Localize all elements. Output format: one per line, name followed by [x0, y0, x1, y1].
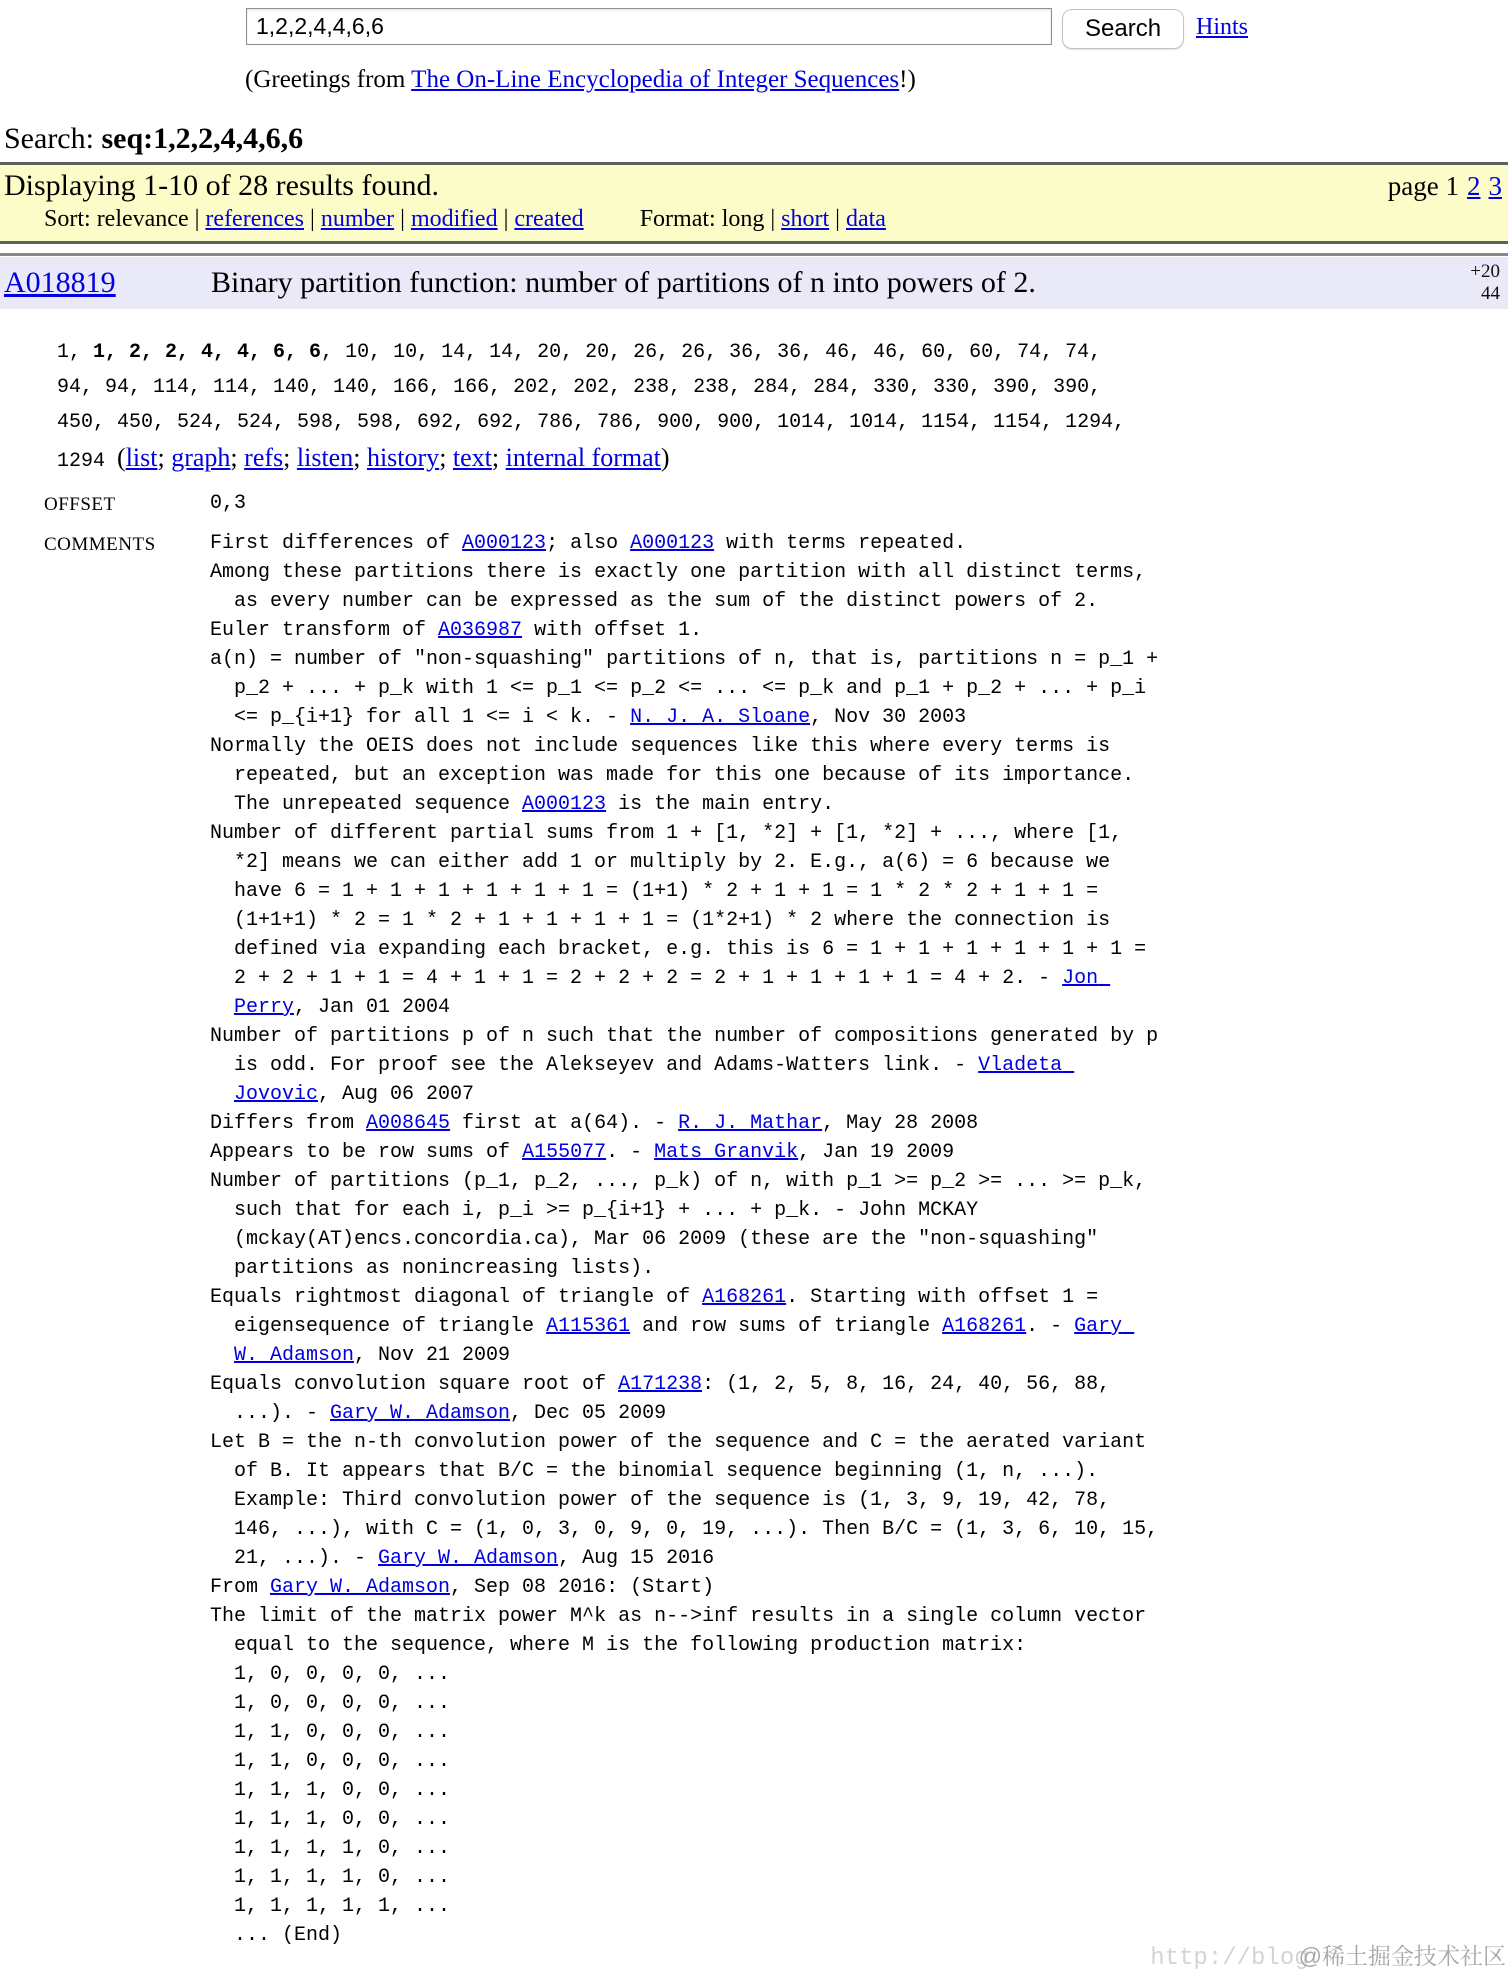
comment-line: Euler transform of A036987 with offset 1.	[210, 619, 703, 642]
sort-link-number[interactable]: number	[320, 206, 395, 232]
seq-rest: , 10, 10, 14, 14, 20, 20, 26, 26, 36, 36, 46, 46, 60, 60, 74, 74, 94, 94, 114, 114, 140, 140, 166, 166, 202, 202, 238, 238, 284, 284, 330, 330, 390, 390, 450, 450, 524, 524, 598, 598, 692, 692, 786, 786, 900, 900, 1014, 1014, 1154, 1154, 1294, 1294	[57, 341, 1126, 473]
comment-line: From Gary W. Adamson, Sep 08 2016: (Start)	[210, 1576, 715, 1599]
comment-line: Differs from A008645 first at a(64). - R. J. Mathar, May 28 2008	[210, 1112, 979, 1135]
comment-line: Let B = the n-th convolution power of the sequence and C = the aerated variant of B. It appears that B/C = the binomial sequence beginning (1, n, ...). Example: Third convolution power of the sequence is (1, 3, 9, 19, 42, 78, 146, ...), with C = (1, 0, 3, 0, 9, 0, 19, ...). Then B/C = (1, 3, 6, 10, 15, 21, ...). - Gary W. Adamson, Aug 15 2016	[210, 1431, 1171, 1570]
format-link-short[interactable]: short	[781, 206, 830, 232]
seq-view-link-list[interactable]: list	[125, 443, 158, 472]
format-options: Format: long | short | data	[639, 206, 886, 232]
comment-line: The limit of the matrix power M^k as n-->inf results in a single column vector equal to the sequence, where M is the following production matrix:	[210, 1605, 1159, 1657]
greeting-prefix: (Greetings from	[245, 66, 412, 93]
comment-link[interactable]: A036987	[438, 619, 523, 642]
comment-line: 1, 0, 0, 0, 0, ...	[210, 1692, 451, 1715]
comment-link[interactable]: Gary W. Adamson	[378, 1547, 559, 1570]
comment-link[interactable]: A171238	[618, 1373, 703, 1396]
comment-link[interactable]: Mats Granvik	[654, 1141, 799, 1164]
comment-link[interactable]: A168261	[942, 1315, 1027, 1338]
comments-body	[210, 529, 1171, 1950]
page-link-2[interactable]: 2	[1467, 171, 1481, 201]
comment-line: First differences of A000123; also A000123 with terms repeated.	[210, 532, 967, 555]
watermark-community: @稀土掘金技术社区	[1298, 1943, 1506, 1969]
search-query-line	[4, 122, 1508, 156]
oeis-home-link[interactable]: The On-Line Encyclopedia of Integer Sequences	[411, 66, 900, 93]
score-plus: +20	[1470, 261, 1500, 282]
entry-format-links: (list; graph; refs; listen; history; text; internal format)	[117, 443, 670, 472]
comment-link[interactable]: Vladeta Jovovic	[234, 1054, 1075, 1106]
comments-field	[0, 529, 1508, 1950]
offset-label: OFFSET	[44, 494, 116, 515]
seq-view-link-graph[interactable]: graph	[171, 443, 231, 472]
comment-line: Number of partitions (p_1, p_2, ..., p_k) of n, with p_1 >= p_2 >= ... >= p_k, such that for each i, p_i >= p_{i+1} + ... + p_k. - John MCKAY (mckay(AT)encs.concordia.ca), Mar 06 2009 (these are the "non-squashing" partitions as nonincreasing lists).	[210, 1170, 1159, 1280]
sequence-title: Binary partition function: number of partitions of n into powers of 2.	[211, 266, 1036, 299]
comment-link[interactable]: A000123	[462, 532, 547, 555]
comment-link[interactable]: N. J. A. Sloane	[630, 706, 811, 729]
comment-line: 1, 1, 1, 1, 0, ...	[210, 1837, 451, 1860]
comment-link[interactable]: Jon Perry	[234, 967, 1111, 1019]
offset-field	[0, 489, 1508, 519]
results-count: Displaying 1-10 of 28 results found.	[4, 169, 439, 202]
comment-link[interactable]: A115361	[546, 1315, 631, 1338]
sequence-terms	[57, 335, 1137, 479]
seq-view-link-text[interactable]: text	[452, 443, 492, 472]
comment-line: a(n) = number of "non-squashing" partitions of n, that is, partitions n = p_1 + p_2 + ... + p_k with 1 <= p_1 <= p_2 <= ... <= p_k and p_1 + p_2 + ... + p_i <= p_{i+1} for all 1 <= i < k. - N. J. A. Sloane, Nov 30 2003	[210, 648, 1171, 729]
comment-line: 1, 1, 1, 0, 0, ...	[210, 1808, 451, 1831]
comment-line: Among these partitions there is exactly one partition with all distinct terms, as every number can be expressed as the sum of the distinct powers of 2.	[210, 561, 1159, 613]
divider-rule	[0, 253, 1508, 256]
comment-link[interactable]: A008645	[366, 1112, 451, 1135]
score-count: 44	[1481, 283, 1500, 304]
sort-format-bar	[0, 206, 1508, 233]
search-button[interactable]: Search	[1062, 9, 1184, 49]
seq-view-link-history[interactable]: history	[366, 443, 440, 472]
comment-line: 1, 1, 1, 1, 0, ...	[210, 1866, 451, 1889]
sequence-score	[1434, 261, 1508, 305]
comment-line: 1, 1, 0, 0, 0, ...	[210, 1721, 451, 1744]
comment-link[interactable]: A168261	[702, 1286, 787, 1309]
watermark-url: http://blog	[1150, 1945, 1309, 1972]
top-search-bar	[0, 8, 1508, 56]
comment-line: 1, 0, 0, 0, 0, ...	[210, 1663, 451, 1686]
format-link-data[interactable]: data	[845, 206, 886, 232]
sort-current: relevance	[96, 206, 189, 232]
format-current: long	[721, 206, 765, 232]
comment-link[interactable]: Gary W. Adamson	[234, 1315, 1135, 1367]
comment-line: Number of different partial sums from 1 + [1, *2] + [1, *2] + ..., where [1, *2] means we can either add 1 or multiply by 2. E.g., a(6) = 6 because we have 6 = 1 + 1 + 1 + 1 + 1 + 1 = (1+1) * 2 + 1 + 1 = 1 * 2 * 2 + 1 + 1 = (1+1+1) * 2 = 1 * 2 + 1 + 1 + 1 + 1 = (1*2+1) * 2 where the connection is defined via expanding each bracket, e.g. this is 6 = 1 + 1 + 1 + 1 + 1 + 1 = 2 + 2 + 1 + 1 = 4 + 1 + 1 = 2 + 2 + 2 = 2 + 1 + 1 + 1 + 1 = 4 + 2. - Jon Perry, Jan 01 2004	[210, 822, 1159, 1019]
comment-link[interactable]: A000123	[522, 793, 607, 816]
comment-link[interactable]: Gary W. Adamson	[270, 1576, 451, 1599]
comment-link[interactable]: Gary W. Adamson	[330, 1402, 511, 1425]
comment-line: 1, 1, 1, 1, 1, ...	[210, 1895, 451, 1918]
page-current: page 1	[1387, 171, 1459, 201]
comment-line: 1, 1, 1, 0, 0, ...	[210, 1779, 451, 1802]
comment-line: Equals rightmost diagonal of triangle of A168261. Starting with offset 1 = eigensequence of triangle A115361 and row sums of triangle A168261. - Gary W. Adamson, Nov 21 2009	[210, 1286, 1135, 1367]
sort-options: Sort: relevance | references | number | modified | created	[44, 206, 584, 232]
greeting-suffix: !)	[899, 66, 916, 93]
comment-line: Normally the OEIS does not include sequences like this where every terms is repeated, but an exception was made for this one because of its importance. The unrepeated sequence A000123 is the main entry.	[210, 735, 1147, 816]
seq-view-link-listen[interactable]: listen	[296, 443, 354, 472]
sort-link-references[interactable]: references	[205, 206, 304, 232]
comment-link[interactable]: A000123	[630, 532, 715, 555]
comments-label: COMMENTS	[44, 534, 156, 555]
search-query-value: seq:1,2,2,4,4,6,6	[101, 122, 304, 155]
offset-value: 0,3	[210, 492, 247, 515]
format-label: Format:	[639, 206, 716, 232]
entry-header	[0, 257, 1508, 309]
pagination	[1388, 171, 1502, 202]
seq-view-link-refs[interactable]: refs	[244, 443, 284, 472]
seq-view-link-internal-format[interactable]: internal format	[505, 443, 661, 472]
seq-prefix: 1,	[57, 341, 94, 364]
comment-line: Equals convolution square root of A171238: (1, 2, 5, 8, 16, 24, 40, 56, 88, ...). - Gary W. Adamson, Dec 05 2009	[210, 1373, 1123, 1425]
comment-link[interactable]: A155077	[522, 1141, 607, 1164]
search-input[interactable]	[246, 8, 1052, 45]
seq-match-bold: 1, 2, 2, 4, 4, 6, 6	[93, 341, 322, 364]
search-query-label: Search:	[4, 122, 94, 155]
comment-link[interactable]: R. J. Mathar	[678, 1112, 823, 1135]
comment-line: ... (End)	[210, 1924, 343, 1947]
sort-link-created[interactable]: created	[514, 206, 584, 232]
sort-label: Sort:	[44, 206, 91, 232]
greeting-line	[245, 66, 1508, 94]
hints-link[interactable]: Hints	[1196, 14, 1249, 40]
comment-line: Appears to be row sums of A155077. - Mats Granvik, Jan 19 2009	[210, 1141, 955, 1164]
comment-line: 1, 1, 0, 0, 0, ...	[210, 1750, 451, 1773]
comment-line: Number of partitions p of n such that the number of compositions generated by p is odd. For proof see the Alekseyev and Adams-Watters link. - Vladeta Jovovic, Aug 06 2007	[210, 1025, 1171, 1106]
results-band	[0, 162, 1508, 244]
sequence-id-link[interactable]: A018819	[4, 266, 116, 299]
page-link-3[interactable]: 3	[1488, 171, 1502, 201]
sort-link-modified[interactable]: modified	[410, 206, 498, 232]
